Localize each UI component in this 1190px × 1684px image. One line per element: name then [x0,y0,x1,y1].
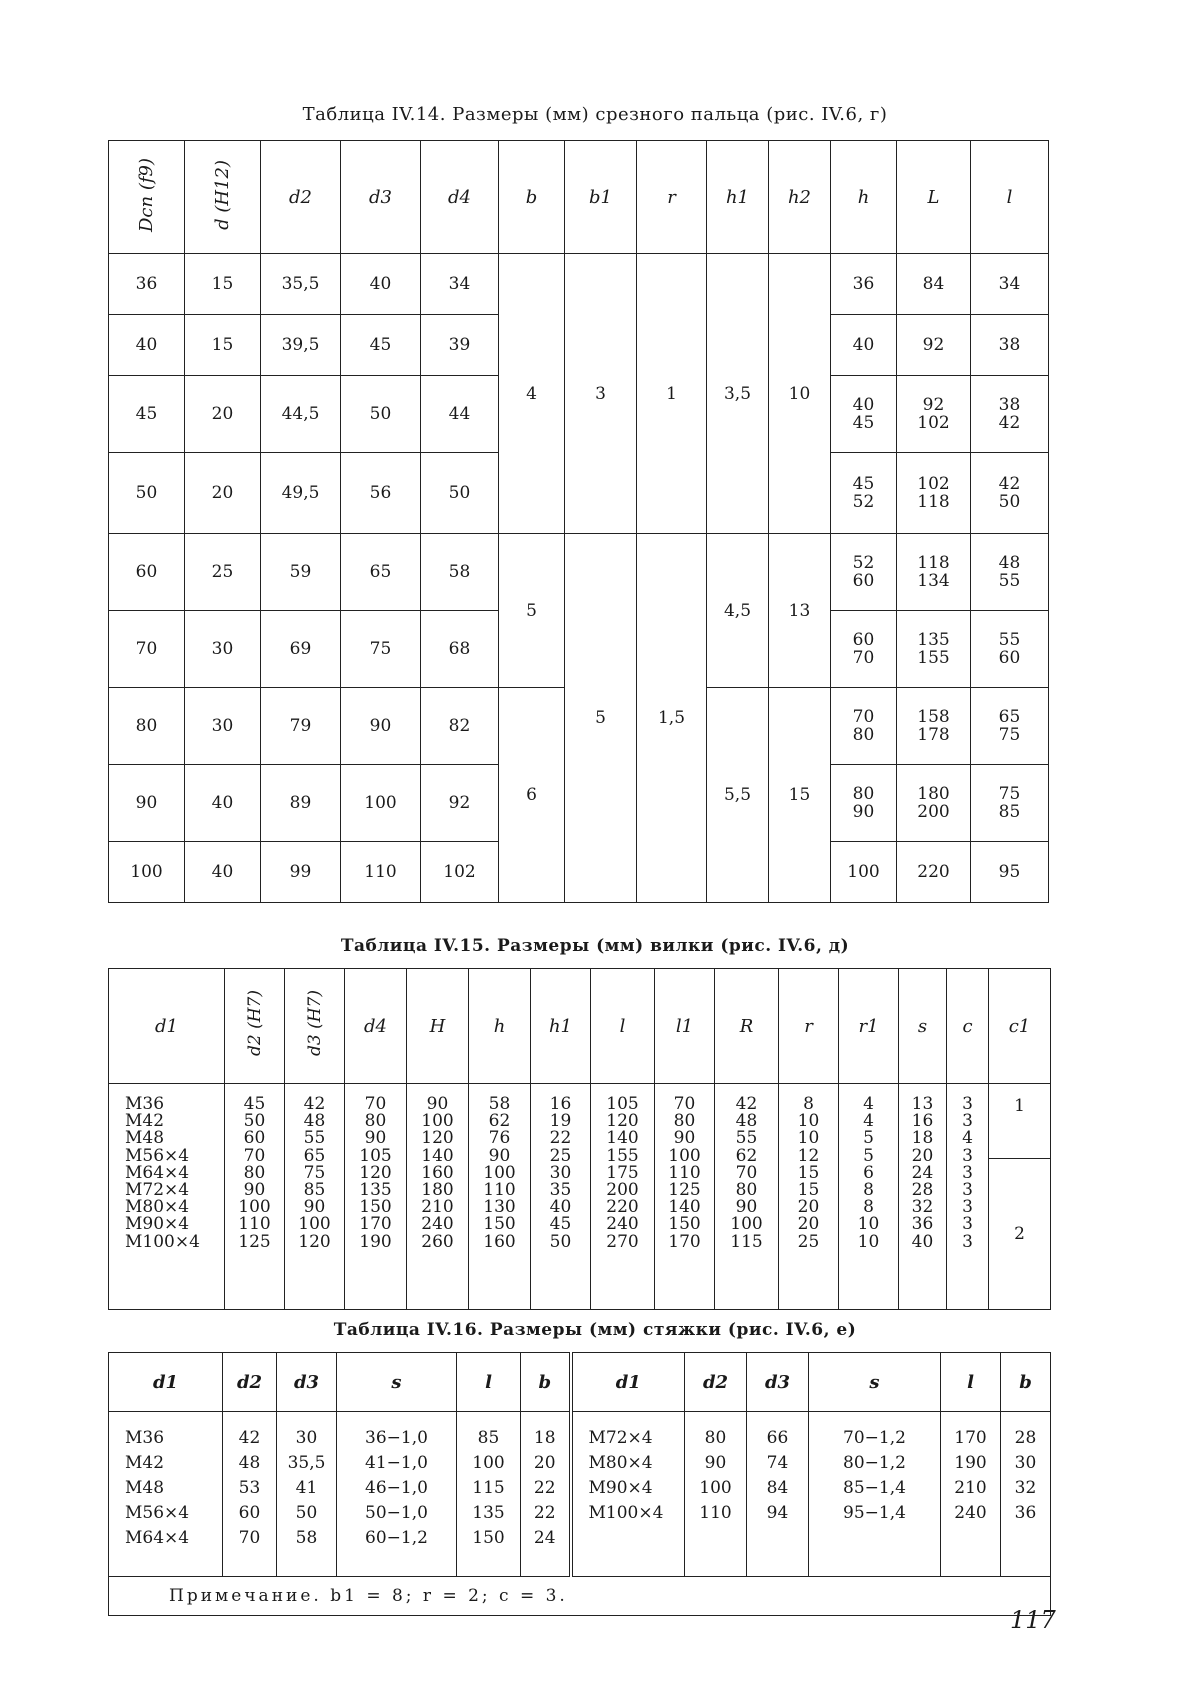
cell: 70−1,2 80−1,2 85−1,4 95−1,4 [809,1412,941,1577]
cell: 100 [341,765,421,842]
cell: 40 [831,315,897,376]
cell: 70 80 [831,688,897,765]
cell: 45 50 60 70 80 90 100 110 125 [225,1084,285,1310]
cell: 92 [897,315,971,376]
cell: 20 [185,376,261,453]
table16 [108,1352,1051,1616]
cell: 39,5 [261,315,341,376]
cell: 42 50 [971,453,1049,534]
col-header: d2 (H7) [225,969,285,1084]
col-header: d2 [223,1353,277,1412]
cell: 50 [109,453,185,534]
col-header: d4 [345,969,407,1084]
col-header: d3 [747,1353,809,1412]
table14 [108,140,1049,903]
cell: 13 [769,534,831,688]
col-header: d1 [109,1353,223,1412]
col-header: h [469,969,531,1084]
col-header: l [457,1353,521,1412]
cell: 30 35,5 41 50 58 [277,1412,337,1577]
cell: 70 80 90 105 120 135 150 170 190 [345,1084,407,1310]
cell: 16 19 22 25 30 35 40 45 50 [531,1084,591,1310]
col-header: b [499,141,565,254]
cell: 60 [109,534,185,611]
cell: 40 [185,842,261,903]
cell: 220 [897,842,971,903]
col-header: s [337,1353,457,1412]
cell: 15 [185,254,261,315]
cell: 69 [261,611,341,688]
cell: 5 [565,534,637,903]
col-header: L [897,141,971,254]
cell: 90 [109,765,185,842]
cell: 66 74 84 94 [747,1412,809,1577]
cell: 170 190 210 240 [941,1412,1001,1577]
table-row [109,254,1049,315]
cell: 102 [421,842,499,903]
cell: 49,5 [261,453,341,534]
cell: 80 90 100 110 [685,1412,747,1577]
cell: 13 16 18 20 24 28 32 36 40 [899,1084,947,1310]
cell: 55 60 [971,611,1049,688]
col-header: h2 [769,141,831,254]
cell: 40 45 [831,376,897,453]
cell: 2 [989,1159,1051,1310]
table16-caption: Таблица IV.16. Размеры (мм) стяжки (рис. IV.6, е) [333,1320,857,1340]
cell: 52 60 [831,534,897,611]
cell: 89 [261,765,341,842]
col-header: d3 [277,1353,337,1412]
col-header: d3 [341,141,421,254]
cell: 34 [421,254,499,315]
cell: 92 102 [897,376,971,453]
table-row [109,1084,1051,1159]
cell: 30 [185,611,261,688]
cell: 110 [341,842,421,903]
cell: 70 80 90 100 110 125 140 150 170 [655,1084,715,1310]
cell: 10 [769,254,831,534]
cell: 44 [421,376,499,453]
cell: 40 [109,315,185,376]
col-header: d4 [421,141,499,254]
cell: 20 [185,453,261,534]
cell: 25 [185,534,261,611]
cell: 180 200 [897,765,971,842]
cell: 28 30 32 36 [1001,1412,1051,1577]
table-row [109,1412,1051,1577]
cell: 50 [341,376,421,453]
cell: 99 [261,842,341,903]
cell: 36 [831,254,897,315]
col-header: c1 [989,969,1051,1084]
cell: 15 [769,688,831,903]
page-number: 117 [1010,1606,1056,1634]
col-header: d1 [571,1353,685,1412]
cell: 70 [109,611,185,688]
col-header: h [831,141,897,254]
cell: 60 70 [831,611,897,688]
cell: 75 [341,611,421,688]
cell: 42 48 55 65 75 85 90 100 120 [285,1084,345,1310]
cell: 100 [109,842,185,903]
cell: 40 [341,254,421,315]
cell: 45 [341,315,421,376]
cell: 102 118 [897,453,971,534]
cell: M72×4 M80×4 M90×4 M100×4 [571,1412,685,1577]
col-header: l [941,1353,1001,1412]
cell: 4,5 [707,534,769,688]
table15 [108,968,1051,1310]
cell: 80 [109,688,185,765]
cell: 44,5 [261,376,341,453]
col-header: d2 [685,1353,747,1412]
col-header: r1 [839,969,899,1084]
cell: 95 [971,842,1049,903]
cell: M36 M42 M48 M56×4 M64×4 [109,1412,223,1577]
cell: 75 85 [971,765,1049,842]
cell: 4 [499,254,565,534]
col-header: b [1001,1353,1051,1412]
table14-caption: Таблица IV.14. Размеры (мм) срезного пальца (рис. IV.6, г) [302,104,888,125]
cell: 68 [421,611,499,688]
cell: 5,5 [707,688,769,903]
col-header: R [715,969,779,1084]
cell: 158 178 [897,688,971,765]
col-header: l [971,141,1049,254]
cell: 1 [637,254,707,534]
col-header: d (H12) [185,141,261,254]
cell: 84 [897,254,971,315]
cell: 65 [341,534,421,611]
cell: 58 [421,534,499,611]
table16-note: Примечание. b1 = 8; r = 2; c = 3. [109,1577,1051,1616]
cell: 79 [261,688,341,765]
cell: 58 62 76 90 100 110 130 150 160 [469,1084,531,1310]
cell: 118 134 [897,534,971,611]
col-header: Dсп (f9) [109,141,185,254]
cell: 42 48 53 60 70 [223,1412,277,1577]
cell: 82 [421,688,499,765]
col-header: l [591,969,655,1084]
cell: 92 [421,765,499,842]
cell: 40 [185,765,261,842]
col-header: b [521,1353,571,1412]
col-header: l1 [655,969,715,1084]
cell: 38 42 [971,376,1049,453]
col-header: H [407,969,469,1084]
col-header: c [947,969,989,1084]
col-header: d1 [109,969,225,1084]
cell: 18 20 22 22 24 [521,1412,571,1577]
cell: 90 [341,688,421,765]
cell: 15 [185,315,261,376]
cell: 100 [831,842,897,903]
cell: 3 3 4 3 3 3 3 3 3 [947,1084,989,1310]
cell: 85 100 115 135 150 [457,1412,521,1577]
cell: 56 [341,453,421,534]
cell: 135 155 [897,611,971,688]
col-header: h1 [531,969,591,1084]
col-header: s [809,1353,941,1412]
cell: 39 [421,315,499,376]
cell: 6 [499,688,565,903]
cell: 35,5 [261,254,341,315]
col-header: r [779,969,839,1084]
col-header: b1 [565,141,637,254]
cell: 48 55 [971,534,1049,611]
cell: M36 M42 M48 M56×4 M64×4 M72×4 M80×4 M90×4 M100×4 [109,1084,225,1310]
cell: 1 [989,1084,1051,1159]
table15-caption: Таблица IV.15. Размеры (мм) вилки (рис. IV.6, д) [340,936,850,956]
cell: 30 [185,688,261,765]
cell: 36−1,0 41−1,0 46−1,0 50−1,0 60−1,2 [337,1412,457,1577]
cell: 80 90 [831,765,897,842]
col-header: s [899,969,947,1084]
table-row [109,534,1049,611]
cell: 3,5 [707,254,769,534]
col-header: h1 [707,141,769,254]
cell: 59 [261,534,341,611]
cell: 90 100 120 140 160 180 210 240 260 [407,1084,469,1310]
col-header: d3 (H7) [285,969,345,1084]
cell: 65 75 [971,688,1049,765]
cell: 36 [109,254,185,315]
col-header: d2 [261,141,341,254]
cell: 5 [499,534,565,688]
cell: 3 [565,254,637,534]
cell: 1,5 [637,534,707,903]
col-header: r [637,141,707,254]
cell: 50 [421,453,499,534]
cell: 4 4 5 5 6 8 8 10 10 [839,1084,899,1310]
cell: 105 120 140 155 175 200 220 240 270 [591,1084,655,1310]
cell: 8 10 10 12 15 15 20 20 25 [779,1084,839,1310]
cell: 45 52 [831,453,897,534]
cell: 42 48 55 62 70 80 90 100 115 [715,1084,779,1310]
cell: 34 [971,254,1049,315]
cell: 38 [971,315,1049,376]
cell: 45 [109,376,185,453]
